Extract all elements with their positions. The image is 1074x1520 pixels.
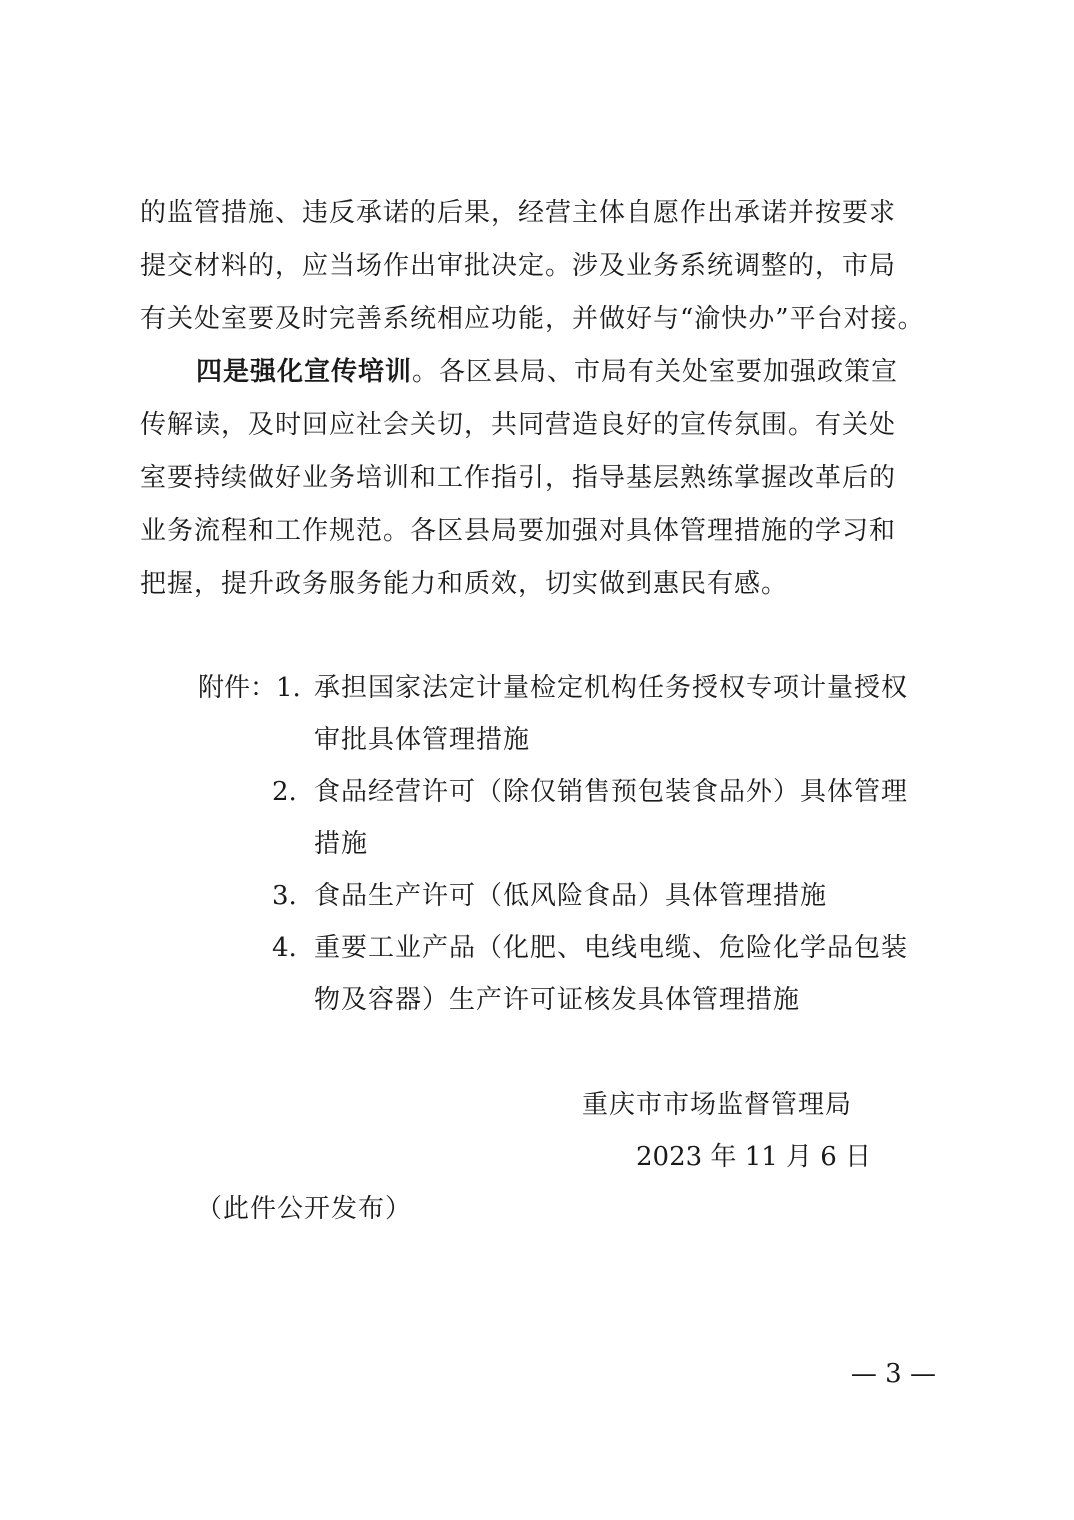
body-line-3: 有关处室要及时完善系统相应功能，并做好与“渝快办”平台对接。 <box>140 304 925 334</box>
body-line-2: 提交材料的，应当场作出审批决定。涉及业务系统调整的，市局 <box>140 251 897 281</box>
publication-note: （此件公开发布） <box>196 1194 413 1224</box>
attachment-number: 3. <box>272 881 297 911</box>
body-line-8: 把握，提升政务服务能力和质效，切实做到惠民有感。 <box>140 569 789 599</box>
attachment-title-line: 承担国家法定计量检定机构任务授权专项计量授权 <box>314 673 909 703</box>
attachment-title-line: 措施 <box>314 829 369 859</box>
section-heading: 四是强化宣传培训 <box>196 357 413 387</box>
issue-date: 2023 年 11 月 6 日 <box>636 1142 872 1172</box>
attachment-title-line: 物及容器）生产许可证核发具体管理措施 <box>314 985 801 1015</box>
body-line-1: 的监管措施、违反承诺的后果，经营主体自愿作出承诺并按要求 <box>140 198 897 228</box>
attachment-title-line: 重要工业产品（化肥、电线电缆、危险化学品包装 <box>314 933 909 963</box>
attachment-title-line: 食品生产许可（低风险食品）具体管理措施 <box>314 881 828 911</box>
body-line-5: 传解读，及时回应社会关切，共同营造良好的宣传氛围。有关处 <box>140 410 897 440</box>
attachments-label: 附件： <box>198 673 277 703</box>
body-line-6: 室要持续做好业务培训和工作指引，指导基层熟练掌握改革后的 <box>140 463 897 493</box>
paragraph2-first-line <box>196 352 936 392</box>
attachment-number: 2. <box>272 777 297 807</box>
paragraph2-line1-text: 。各区县局、市局有关处室要加强政策宣 <box>412 357 899 387</box>
page-number: — 3 — <box>850 1359 936 1389</box>
attachment-number: 4. <box>272 933 297 963</box>
attachment-title-line: 食品经营许可（除仅销售预包装食品外）具体管理 <box>314 777 909 807</box>
issuing-organization: 重庆市市场监督管理局 <box>582 1090 853 1120</box>
attachment-number: 1. <box>276 673 301 703</box>
attachment-title-line: 审批具体管理措施 <box>314 725 531 755</box>
body-line-7: 业务流程和工作规范。各区县局要加强对具体管理措施的学习和 <box>140 516 897 546</box>
